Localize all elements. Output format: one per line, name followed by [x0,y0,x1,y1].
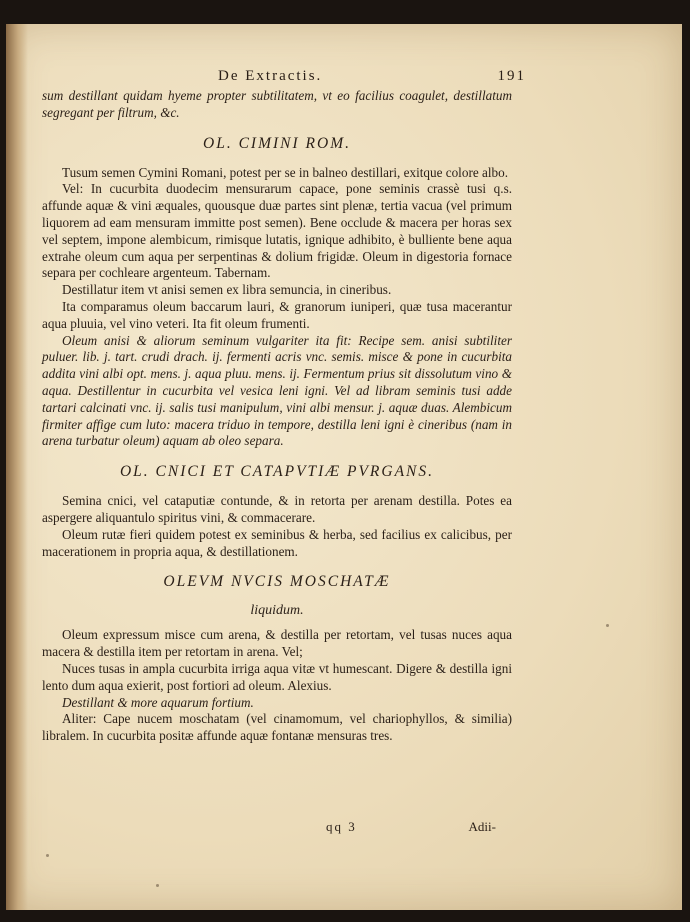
body-paragraph: Oleum rutæ fieri quidem potest ex seminibus & herba, sed facilius ex calicibus, per macerationem in propria aqua, & destillationem. [42,526,512,559]
ink-speck [46,854,49,857]
book-page [6,24,682,910]
page-body [42,88,512,745]
running-title: De Extractis. [218,68,323,84]
body-paragraph: Ita comparamus oleum baccarum lauri, & granorum iuniperi, quæ tusa macerantur aqua pluuia, vel vino veteri. Ita fit oleum frumenti. [42,298,512,331]
signature-mark: qq 3 [326,819,357,834]
body-paragraph: sum destillant quidam hyeme propter subtilitatem, vt eo facilius coagulet, destillatum segregant per filtrum, &c. [42,88,512,120]
running-header [206,68,526,88]
catchword: Adii- [468,819,496,834]
page-number: 191 [497,68,526,84]
body-paragraph: Oleum expressum misce cum arena, & destilla per retortam, vel tusas nuces aqua macera & destilla item per retortam in arena. Vel; [42,627,512,660]
body-paragraph: Tusum semen Cymini Romani, potest per se in balneo destillari, exitque colore albo. [62,164,508,180]
body-paragraph: Aliter: Cape nucem moschatam (vel cinamomum, vel chariophyllos, & similia) libralem. In cucurbita positæ affunde aquæ fontanæ mensuras tres. [42,711,512,744]
ink-speck [606,624,609,627]
body-paragraph: Destillatur item vt anisi semen ex libra semuncia, in cineribus. [62,282,392,298]
section-heading: OL. CIMINI ROM. [203,134,351,152]
body-paragraph: Nuces tusas in ampla cucurbita irriga aqua vitæ vt humescant. Digere & destilla igni lento dum aqua exierit, post fortiori ad oleum. Alexius. [42,660,512,693]
body-paragraph: Oleum anisi & aliorum seminum vulgariter ita fit: Recipe sem. anisi subtiliter puluer. lib. j. tart. crudi drach. ij. fermenti acris vnc. semis. misce & pone in cucurbita addita vini albi opt. mens. j. aqua pluu. mens. ij. Fermentum prius sit dissolutum vino & aqua. Destillentur in cucurbita vel vesica leni igni. Vel ad libram seminis tusi adde tartari calcinati vnc. ij. salis tusi manipulum, vini albi mensur. j. aquæ duas. Alembicum firmiter affige cum luto: macera triduo in tempore, destilla leni igni è cineribus (nam in arena turbatur oleum) aquam ab oleo separa. [42,332,512,449]
section-heading: OL. CNICI ET CATAPVTIÆ PVRGANS. [119,463,435,481]
book-spine-shadow [6,24,28,910]
body-paragraph: Vel: In cucurbita duodecim mensurarum capace, pone seminis crassè tusi q.s. affunde aquæ & vini æquales, quousque duæ partes sint plenæ, tertia vacua (vel primum liquorem ad eam mensuram immitte post semen). Bene occlude & macera per horas sex vel septem, impone alembicum, rimisque lutatis, ignique adhibito, è bulliente bene aqua extrahe oleum cum aqua per serpentinas & dolium frigidæ. Oleum in digestoria fornace separa per cochleare argenteum. Tabernam. [42,181,512,281]
body-paragraph: Semina cnici, vel cataputiæ contunde, & in retorta per arenam destilla. Potes ea aspergere aliquantulo spiritus vini, & commacerare. [42,493,512,525]
page-footer [296,819,496,837]
section-heading: OLEVM NVCIS MOSCHATÆ [163,573,391,591]
body-paragraph: Destillant & more aquarum fortium. [62,694,254,710]
section-subheading: liquidum. [250,603,304,619]
ink-speck [156,884,159,887]
